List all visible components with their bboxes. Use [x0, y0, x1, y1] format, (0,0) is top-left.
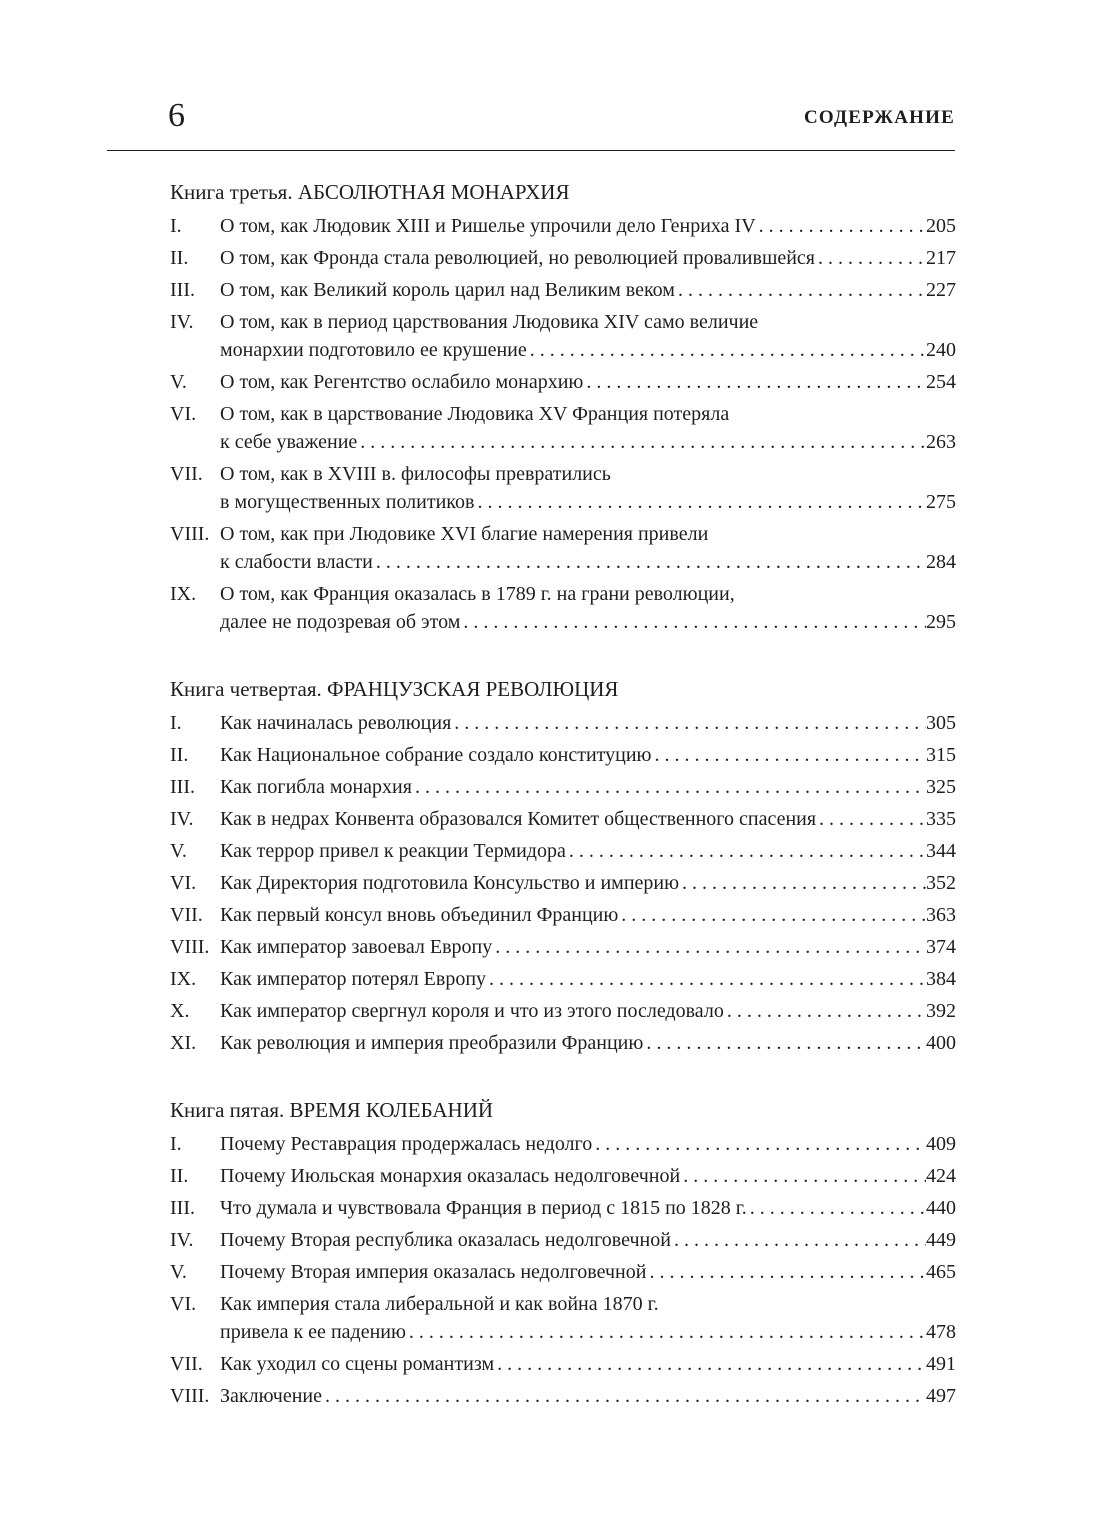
chapter-title: Почему Июльская монархия оказалась недолговечной: [220, 1165, 681, 1187]
chapter-title: Как начиналась революция: [220, 712, 452, 734]
chapter-title-last-line: [220, 965, 956, 993]
toc-entry[interactable]: [170, 1258, 956, 1286]
chapter-number: I.: [170, 1133, 182, 1155]
page-ref: 409: [926, 1133, 956, 1155]
chapter-title-last-line: [220, 336, 956, 364]
dot-leader: [583, 368, 926, 396]
dot-leader: [406, 1318, 926, 1346]
dot-leader: [460, 608, 926, 636]
chapter-number: IX.: [170, 968, 197, 990]
chapter-title: О том, как Регентство ослабило монархию: [220, 371, 584, 393]
chapter-title: О том, как Людовик XIII и Ришелье упрочили дело Генриха IV: [220, 215, 756, 237]
chapter-number: II.: [170, 1165, 189, 1187]
chapter-title-last-line: [220, 741, 956, 769]
chapter-title-block: [220, 276, 956, 304]
chapter-number: VII.: [170, 904, 203, 926]
toc-entry[interactable]: [170, 580, 956, 636]
chapter-number: I.: [170, 712, 182, 734]
chapter-title-last-line: [220, 997, 956, 1025]
chapter-title: Заключение: [220, 1385, 322, 1407]
chapter-number: XI.: [170, 1032, 197, 1054]
chapter-title: в могущественных политиков: [220, 491, 475, 513]
chapter-title-last-line: [220, 1258, 956, 1286]
chapter-number: VII.: [170, 463, 203, 485]
chapter-title-block: [220, 869, 956, 897]
chapter-title-last-line: [220, 1130, 956, 1158]
toc-entry[interactable]: [170, 1029, 956, 1057]
chapter-title-block: [220, 1194, 956, 1222]
page-ref: 491: [926, 1353, 956, 1375]
page-ref: 205: [926, 215, 956, 237]
page-ref: 478: [926, 1321, 956, 1343]
book-section: [170, 172, 956, 636]
chapter-number: VIII.: [170, 1385, 210, 1407]
chapter-title-block: [220, 965, 956, 993]
page-ref: 449: [926, 1229, 956, 1251]
chapter-number: V.: [170, 1261, 187, 1283]
chapter-title: Как революция и империя преобразили Францию: [220, 1032, 644, 1054]
book-section: [170, 669, 956, 1057]
chapter-title-block: [220, 1226, 956, 1254]
chapter-title-block: [220, 933, 956, 961]
toc-entry[interactable]: [170, 837, 956, 865]
page-ref: 344: [926, 840, 956, 862]
chapter-number: VI.: [170, 872, 197, 894]
chapter-title: Как уходил со сцены романтизм: [220, 1353, 495, 1375]
dot-leader: [679, 869, 926, 897]
chapter-title: Как погибла монархия: [220, 776, 412, 798]
chapter-title-last-line: [220, 608, 956, 636]
toc-entry[interactable]: [170, 368, 956, 396]
toc-entry[interactable]: [170, 1350, 956, 1378]
chapter-title-line: О том, как при Людовике XVI благие намерения привели: [220, 523, 709, 545]
toc-entry[interactable]: [170, 1162, 956, 1190]
chapter-title-block: [220, 1350, 956, 1378]
dot-leader: [592, 1130, 926, 1158]
chapter-number: VIII.: [170, 936, 210, 958]
chapter-title-block: [220, 773, 956, 801]
dot-leader: [474, 488, 926, 516]
chapter-title-last-line: [220, 933, 956, 961]
book-section: [170, 1090, 956, 1410]
chapter-title-last-line: [220, 1350, 956, 1378]
page-ref: 284: [926, 551, 956, 573]
chapter-title-last-line: [220, 1318, 956, 1346]
page-ref: 305: [926, 712, 956, 734]
chapter-title-last-line: [220, 805, 956, 833]
toc-entry[interactable]: [170, 709, 956, 737]
chapter-title-block: [220, 460, 956, 516]
chapter-title-last-line: [220, 368, 956, 396]
chapter-title-block: [220, 1382, 956, 1410]
chapter-title-block: [220, 212, 956, 240]
chapter-title-line: О том, как в XVIII в. философы превратились: [220, 463, 611, 485]
chapter-number: VIII.: [170, 523, 210, 545]
toc-entry[interactable]: [170, 869, 956, 897]
dot-leader: [492, 933, 926, 961]
chapter-number: IX.: [170, 583, 197, 605]
dot-leader: [756, 212, 926, 240]
dot-leader: [566, 837, 926, 865]
chapter-title-block: [220, 1029, 956, 1057]
chapter-title-last-line: [220, 548, 956, 576]
toc-entry[interactable]: [170, 1194, 956, 1222]
dot-leader: [680, 1162, 926, 1190]
toc-entry[interactable]: [170, 308, 956, 364]
page-ref: 295: [926, 611, 956, 633]
chapter-title-block: [220, 244, 956, 272]
chapter-title: Как Национальное собрание создало конституцию: [220, 744, 652, 766]
book-title: Книга пятая. ВРЕМЯ КОЛЕБАНИЙ: [170, 1098, 494, 1122]
chapter-title-block: [220, 901, 956, 929]
book-title: Книга четвертая. ФРАНЦУЗСКАЯ РЕВОЛЮЦИЯ: [170, 677, 619, 701]
toc-entry[interactable]: [170, 460, 956, 516]
dot-leader: [451, 709, 926, 737]
dot-leader: [747, 1194, 926, 1222]
chapter-number: IV.: [170, 808, 194, 830]
chapter-title: Как император завоевал Европу: [220, 936, 493, 958]
page-ref: 440: [926, 1197, 956, 1219]
toc-entry[interactable]: [170, 520, 956, 576]
toc-entry[interactable]: [170, 741, 956, 769]
chapter-title-block: [220, 308, 956, 364]
page-ref: 335: [926, 808, 956, 830]
chapter-number: III.: [170, 1197, 195, 1219]
dot-leader: [651, 741, 926, 769]
page-ref: 263: [926, 431, 956, 453]
page-ref: 315: [926, 744, 956, 766]
toc-entry[interactable]: [170, 212, 956, 240]
dot-leader: [816, 805, 926, 833]
chapter-title-line: О том, как в царствование Людовика XV Франция потеряла: [220, 403, 730, 425]
chapter-title: к себе уважение: [220, 431, 358, 453]
chapter-title-block: [220, 1258, 956, 1286]
chapter-number: V.: [170, 371, 187, 393]
chapter-title-line: О том, как Франция оказалась в 1789 г. на грани революции,: [220, 583, 735, 605]
page-ref: 275: [926, 491, 956, 513]
chapter-title: Почему Реставрация продержалась недолго: [220, 1133, 593, 1155]
chapter-number: V.: [170, 840, 187, 862]
chapter-number: X.: [170, 1000, 190, 1022]
chapter-number: IV.: [170, 311, 194, 333]
toc-entry[interactable]: [170, 773, 956, 801]
page-number: 6: [168, 97, 185, 134]
chapter-title: монархии подготовило ее крушение: [220, 339, 527, 361]
chapter-number: VI.: [170, 1293, 197, 1315]
chapter-title-block: [220, 1130, 956, 1158]
toc-entry[interactable]: [170, 997, 956, 1025]
page-ref: 325: [926, 776, 956, 798]
page-ref: 465: [926, 1261, 956, 1283]
dot-leader: [486, 965, 926, 993]
table-of-contents: [170, 172, 956, 1443]
chapter-title-block: [220, 1290, 956, 1346]
chapter-title-line: О том, как в период царствования Людовика XIV само величие: [220, 311, 759, 333]
page-ref: 254: [926, 371, 956, 393]
chapter-title-block: [220, 837, 956, 865]
chapter-number: VI.: [170, 403, 197, 425]
dot-leader: [322, 1382, 926, 1410]
toc-entry[interactable]: [170, 244, 956, 272]
chapter-title-last-line: [220, 244, 956, 272]
chapter-title: привела к ее падению: [220, 1321, 406, 1343]
chapter-title: Как первый консул вновь объединил Францию: [220, 904, 619, 926]
chapter-title-block: [220, 709, 956, 737]
chapter-title-block: [220, 520, 956, 576]
dot-leader: [675, 276, 926, 304]
chapter-title-last-line: [220, 488, 956, 516]
chapter-title: Как Директория подготовила Консульство и империю: [220, 872, 680, 894]
chapter-title-block: [220, 400, 956, 456]
chapter-title: Как император потерял Европу: [220, 968, 487, 990]
chapter-title-block: [220, 368, 956, 396]
dot-leader: [494, 1350, 926, 1378]
chapter-title: Как в недрах Конвента образовался Комитет общественного спасения: [220, 808, 817, 830]
dot-leader: [412, 773, 926, 801]
page-ref: 217: [926, 247, 956, 269]
chapter-title-last-line: [220, 1029, 956, 1057]
dot-leader: [646, 1258, 926, 1286]
chapter-title-block: [220, 805, 956, 833]
chapter-number: I.: [170, 215, 182, 237]
toc-entry[interactable]: [170, 965, 956, 993]
chapter-title: к слабости власти: [220, 551, 373, 573]
chapter-title-block: [220, 997, 956, 1025]
page-ref: 392: [926, 1000, 956, 1022]
chapter-title-last-line: [220, 1162, 956, 1190]
dot-leader: [643, 1029, 926, 1057]
chapter-title-last-line: [220, 212, 956, 240]
chapter-title-last-line: [220, 1194, 956, 1222]
chapter-title-last-line: [220, 709, 956, 737]
chapter-number: III.: [170, 279, 195, 301]
running-title: СОДЕРЖАНИЕ: [804, 107, 955, 128]
page-ref: 240: [926, 339, 956, 361]
chapter-number: II.: [170, 744, 189, 766]
chapter-number: IV.: [170, 1229, 194, 1251]
chapter-title-last-line: [220, 276, 956, 304]
book-title: Книга третья. АБСОЛЮТНАЯ МОНАРХИЯ: [170, 180, 570, 204]
chapter-title: О том, как Фронда стала революцией, но революцией провалившейся: [220, 247, 816, 269]
toc-entry[interactable]: [170, 805, 956, 833]
chapter-title: Что думала и чувствовала Франция в период с 1815 по 1828 г.: [220, 1197, 747, 1219]
chapter-number: VII.: [170, 1353, 203, 1375]
toc-entry[interactable]: [170, 1130, 956, 1158]
dot-leader: [373, 548, 926, 576]
chapter-title-last-line: [220, 773, 956, 801]
page-ref: 497: [926, 1385, 956, 1407]
dot-leader: [815, 244, 926, 272]
chapter-title-last-line: [220, 428, 956, 456]
page-ref: 424: [926, 1165, 956, 1187]
chapter-title-last-line: [220, 901, 956, 929]
chapter-title: Почему Вторая империя оказалась недолговечной: [220, 1261, 647, 1283]
toc-entry[interactable]: [170, 1226, 956, 1254]
chapter-title-last-line: [220, 837, 956, 865]
chapter-title: Почему Вторая республика оказалась недолговечной: [220, 1229, 671, 1251]
chapter-title-last-line: [220, 1226, 956, 1254]
page-ref: 400: [926, 1032, 956, 1054]
toc-entry[interactable]: [170, 276, 956, 304]
page-ref: 363: [926, 904, 956, 926]
chapter-title-last-line: [220, 869, 956, 897]
toc-entry[interactable]: [170, 1290, 956, 1346]
chapter-title-line: Как империя стала либеральной и как война 1870 г.: [220, 1293, 659, 1315]
chapter-title: О том, как Великий король царил над Великим веком: [220, 279, 675, 301]
toc-entry[interactable]: [170, 933, 956, 961]
dot-leader: [724, 997, 926, 1025]
header-rule: [107, 150, 955, 151]
toc-entry[interactable]: [170, 400, 956, 456]
page-ref: 384: [926, 968, 956, 990]
toc-entry[interactable]: [170, 1382, 956, 1410]
dot-leader: [671, 1226, 926, 1254]
chapter-number: II.: [170, 247, 189, 269]
toc-entry[interactable]: [170, 901, 956, 929]
dot-leader: [527, 336, 926, 364]
page-ref: 352: [926, 872, 956, 894]
chapter-title-block: [220, 1162, 956, 1190]
page-ref: 374: [926, 936, 956, 958]
chapter-title: Как террор привел к реакции Термидора: [220, 840, 566, 862]
chapter-title-block: [220, 580, 956, 636]
chapter-title-last-line: [220, 1382, 956, 1410]
chapter-number: III.: [170, 776, 195, 798]
page-ref: 227: [926, 279, 956, 301]
dot-leader: [357, 428, 926, 456]
chapter-title: далее не подозревая об этом: [220, 611, 461, 633]
chapter-title-block: [220, 741, 956, 769]
chapter-title: Как император свергнул короля и что из этого последовало: [220, 1000, 724, 1022]
dot-leader: [618, 901, 926, 929]
